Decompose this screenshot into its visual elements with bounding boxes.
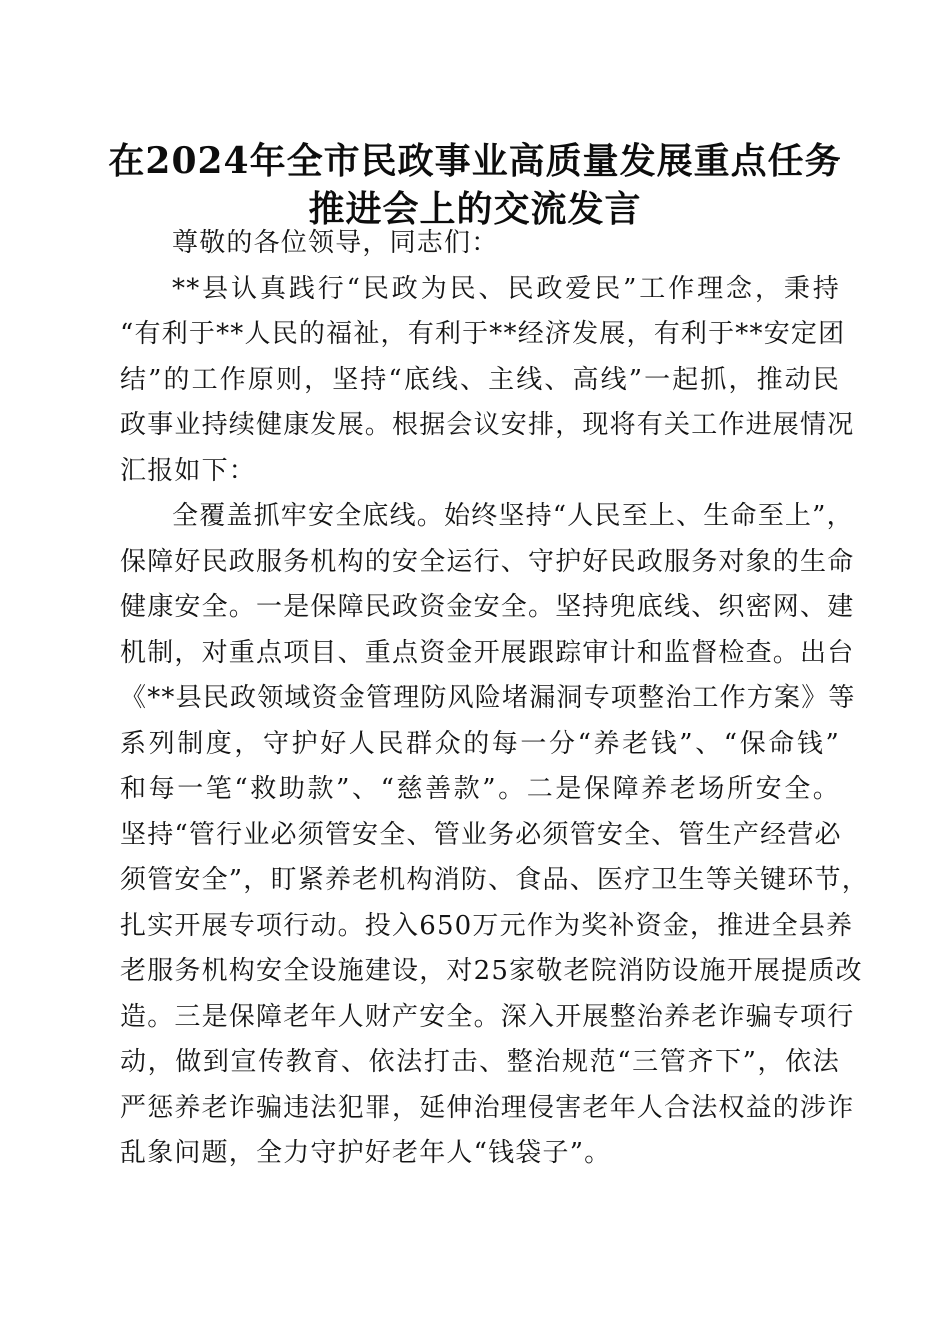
paragraph-line: **县认真践行“民政为民、民政爱民”工作理念，秉持 bbox=[172, 273, 840, 304]
salutation: 尊敬的各位领导，同志们： bbox=[172, 228, 499, 258]
paragraph-line: 坚持“管行业必须管安全、管业务必须管安全、管生产经营必 bbox=[120, 819, 842, 850]
paragraph-line: 扎实开展专项行动。投入650万元作为奖补资金，推进全县养 bbox=[120, 910, 854, 941]
document-title-line-1: 在2024年全市民政事业高质量发展重点任务 bbox=[108, 140, 842, 182]
paragraph-line: 结”的工作原则，坚持“底线、主线、高线”一起抓，推动民 bbox=[120, 364, 840, 395]
paragraph-line: 和每一笔“救助款”、“慈善款”。二是保障养老场所安全。 bbox=[120, 774, 840, 804]
document-body bbox=[120, 221, 869, 1177]
paragraph-line: 系列制度，守护好人民群众的每一分“养老钱”、“保命钱” bbox=[120, 728, 840, 759]
paragraph-line: 全覆盖抓牢安全底线。始终坚持“人民至上、生命至上”， bbox=[172, 501, 854, 531]
paragraph-line: 动，做到宣传教育、依法打击、整治规范“三管齐下”，依法 bbox=[120, 1047, 840, 1077]
paragraph-line: 《**县民政领域资金管理防风险堵漏洞专项整治工作方案》等 bbox=[120, 683, 856, 713]
paragraph-line: 政事业持续健康发展。根据会议安排，现将有关工作进展情况 bbox=[120, 410, 855, 440]
paragraph-line: 机制，对重点项目、重点资金开展跟踪审计和监督检查。出台 bbox=[120, 637, 855, 668]
paragraph-line: 汇报如下： bbox=[120, 455, 257, 486]
document-title-line-2: 推进会上的交流发言 bbox=[308, 188, 642, 230]
paragraph-line: “有利于**人民的福祉，有利于**经济发展，有利于**安定团 bbox=[120, 319, 846, 349]
paragraph-line: 老服务机构安全设施建设，对25家敬老院消防设施开展提质改 bbox=[120, 956, 863, 986]
paragraph-line: 须管安全”，盯紧养老机构消防、食品、医疗卫生等关键环节， bbox=[120, 865, 869, 895]
paragraph-line: 健康安全。一是保障民政资金安全。坚持兜底线、织密网、建 bbox=[120, 592, 855, 622]
paragraph-line: 严惩养老诈骗违法犯罪，延伸治理侵害老年人合法权益的涉诈 bbox=[120, 1092, 855, 1123]
paragraph-line: 造。三是保障老年人财产安全。深入开展整治养老诈骗专项行 bbox=[120, 1001, 855, 1032]
paragraph-line: 保障好民政服务机构的安全运行、守护好民政服务对象的生命 bbox=[120, 546, 855, 577]
paragraph-line: 乱象问题，全力守护好老年人“钱袋子”。 bbox=[120, 1138, 612, 1168]
